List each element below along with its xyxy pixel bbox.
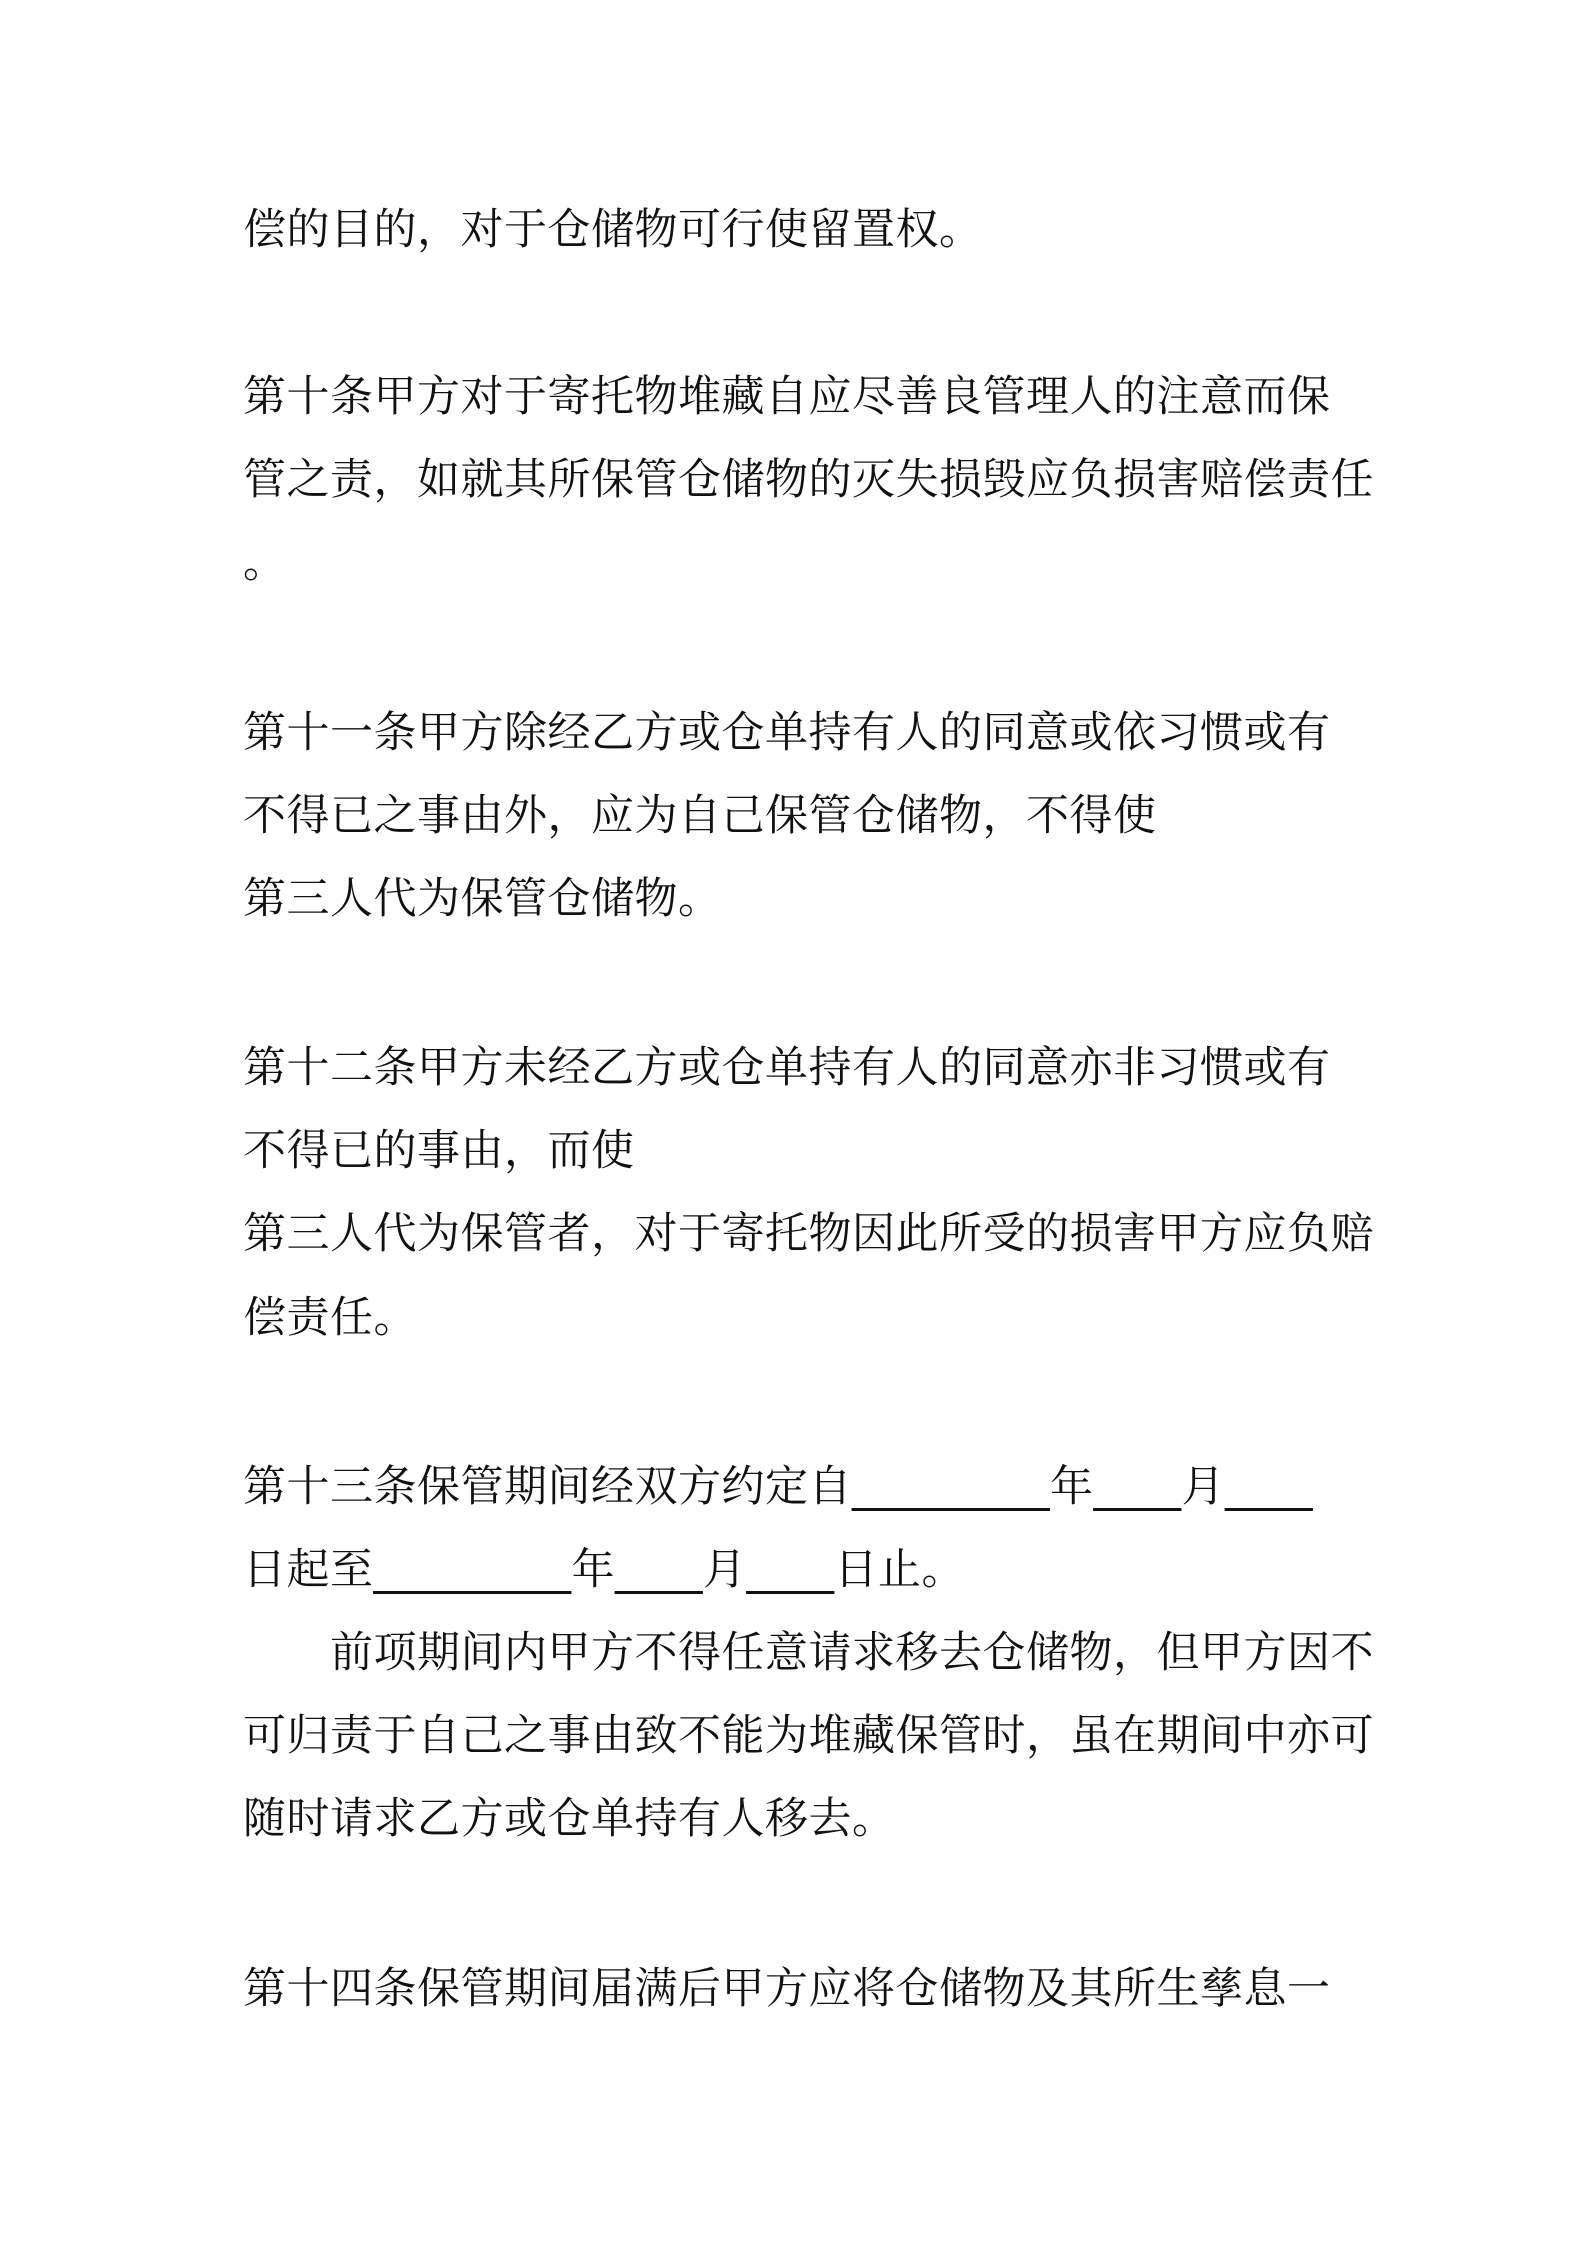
article-13-line-2: 日起至_________年____月____日止。 [243,1545,965,1595]
article-13-line-3: 前项期间内甲方不得任意请求移去仓储物，但甲方因不 [330,1628,1374,1678]
article-11-line-1: 第十一条甲方除经乙方或仓单持有人的同意或依习惯或有 [243,708,1331,758]
article-13-line-4: 可归责于自己之事由致不能为堆藏保管时，虽在期间中亦可 [243,1711,1374,1761]
text-line: 偿的目的，对于仓储物可行使留置权。 [243,205,983,255]
article-13-line-1: 第十三条保管期间经双方约定自_________年____月____ [243,1462,1313,1512]
article-14-line-1: 第十四条保管期间届满后甲方应将仓储物及其所生孳息一 [243,1964,1331,2014]
article-12-line-4: 偿责任。 [243,1293,417,1343]
article-12-line-3: 第三人代为保管者，对于寄托物因此所受的损害甲方应负赔 [243,1209,1374,1259]
article-13-line-5: 随时请求乙方或仓单持有人移去。 [243,1794,896,1844]
article-12-line-1: 第十二条甲方未经乙方或仓单持有人的同意亦非习惯或有 [243,1043,1331,1093]
article-11-line-3: 第三人代为保管仓储物。 [243,874,722,924]
article-11-line-2: 不得已之事由外，应为自己保管仓储物，不得使 [243,791,1157,841]
article-10-line-3: 。 [243,538,287,588]
article-12-line-2: 不得已的事由，而使 [243,1126,635,1176]
article-10-line-2: 管之责，如就其所保管仓储物的灭失损毁应负损害赔偿责任 [243,455,1374,505]
article-10-line-1: 第十条甲方对于寄托物堆藏自应尽善良管理人的注意而保 [243,372,1331,422]
